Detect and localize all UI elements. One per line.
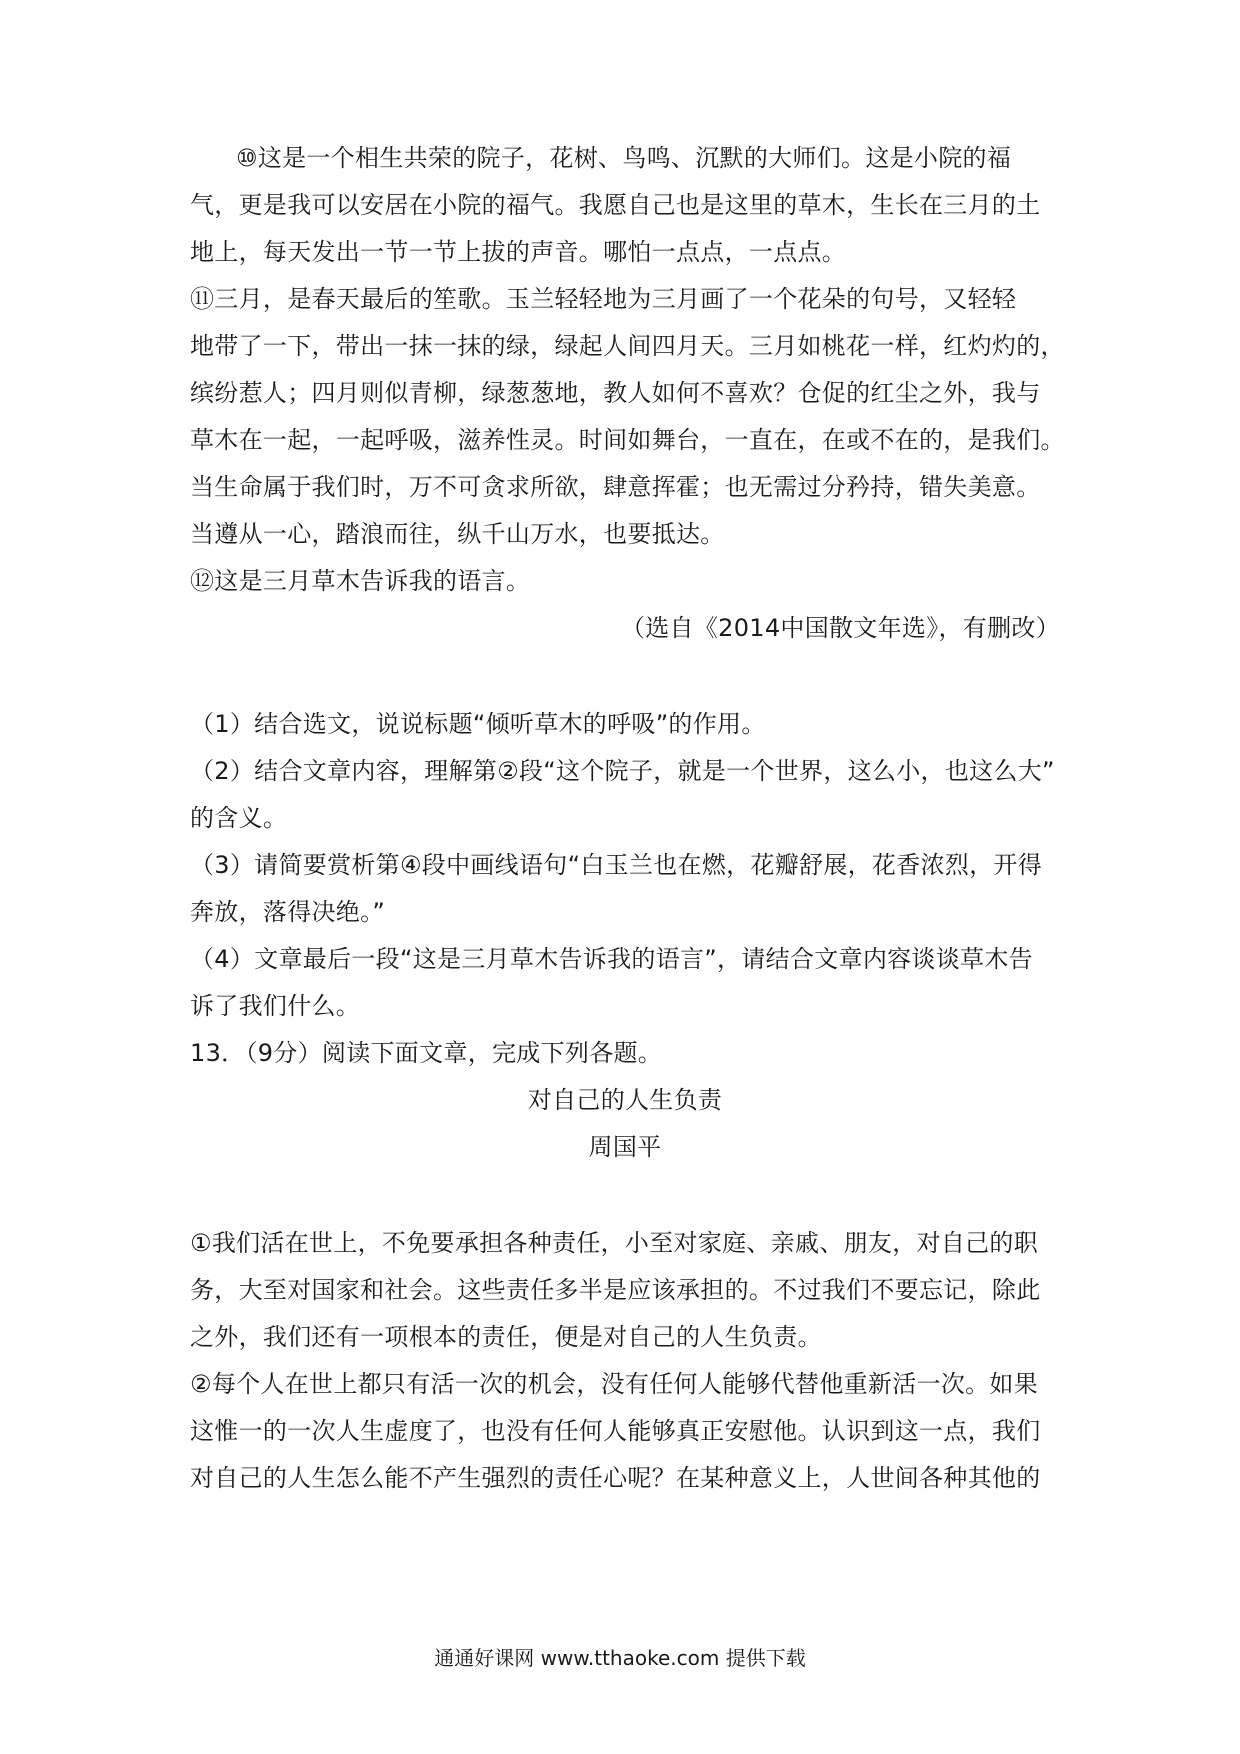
article-paragraph-1-line-2: 务，大至对国家和社会。这些责任多半是应该承担的。不过我们不要忘记，除此 — [190, 1276, 1041, 1304]
article-paragraph-2-line-1: ②每个人在世上都只有活一次的机会，没有任何人能够代替他重新活一次。如果 — [190, 1370, 1039, 1398]
source-citation: （选自《2014中国散文年选》，有删改） — [620, 614, 1060, 642]
paragraph-10-line-2: 气，更是我可以安居在小院的福气。我愿自己也是这里的草木，生长在三月的土 — [190, 191, 1041, 219]
paragraph-11-line-2: 地带了一下，带出一抹一抹的绿，绿起人间四月天。三月如桃花一样，红灼灼的， — [190, 332, 1065, 360]
paragraph-11-line-1: ⑪三月，是春天最后的笙歌。玉兰轻轻地为三月画了一个花朵的句号，又轻轻 — [190, 285, 1017, 313]
question-4-line-1: （4）文章最后一段“这是三月草木告诉我的语言”，请结合文章内容谈谈草木告 — [190, 945, 1033, 973]
paragraph-11-line-5: 当生命属于我们时，万不可贪求所欲，肆意挥霍；也无需过分矜持，错失美意。 — [190, 473, 1041, 501]
page-footer: 通通好课网 www.tthaoke.com 提供下载 — [434, 1646, 806, 1670]
question-4-line-2: 诉了我们什么。 — [190, 992, 361, 1020]
paragraph-10-line-1: ⑩这是一个相生共荣的院子，花树、鸟鸣、沉默的大师们。这是小院的福 — [236, 144, 1012, 172]
article-paragraph-2-line-2: 这惟一的一次人生虚度了，也没有任何人能够真正安慰他。认识到这一点，我们 — [190, 1417, 1041, 1445]
article-author: 周国平 — [588, 1133, 662, 1161]
question-2-line-1: （2）结合文章内容，理解第②段“这个院子，就是一个世界，这么小，也这么大” — [190, 757, 1055, 785]
question-3-line-1: （3）请简要赏析第④段中画线语句“白玉兰也在燃，花瓣舒展，花香浓烈，开得 — [190, 851, 1043, 879]
paragraph-10-line-3: 地上，每天发出一节一节上拔的声音。哪怕一点点，一点点。 — [190, 238, 847, 266]
paragraph-11-line-4: 草木在一起，一起呼吸，滋养性灵。时间如舞台，一直在，在或不在的，是我们。 — [190, 426, 1065, 454]
paragraph-11-line-6: 当遵从一心，踏浪而往，纵千山万水，也要抵达。 — [190, 520, 725, 548]
article-paragraph-1-line-3: 之外，我们还有一项根本的责任，便是对自己的人生负责。 — [190, 1323, 822, 1351]
question-1: （1）结合选文，说说标题“倾听草木的呼吸”的作用。 — [190, 710, 766, 738]
question-13-header: 13．（9分）阅读下面文章，完成下列各题。 — [190, 1039, 663, 1067]
article-title: 对自己的人生负责 — [527, 1086, 723, 1114]
paragraph-11-line-3: 缤纷惹人；四月则似青柳，绿葱葱地，教人如何不喜欢？仓促的红尘之外，我与 — [190, 379, 1041, 407]
question-2-line-2: 的含义。 — [190, 804, 288, 832]
paragraph-12-line-1: ⑫这是三月草木告诉我的语言。 — [190, 567, 531, 595]
article-paragraph-1-line-1: ①我们活在世上，不免要承担各种责任，小至对家庭、亲戚、朋友，对自己的职 — [190, 1229, 1039, 1257]
question-3-line-2: 奔放，落得决绝。” — [190, 898, 386, 926]
article-paragraph-2-line-3: 对自己的人生怎么能不产生强烈的责任心呢？在某种意义上，人世间各种其他的 — [190, 1464, 1041, 1492]
